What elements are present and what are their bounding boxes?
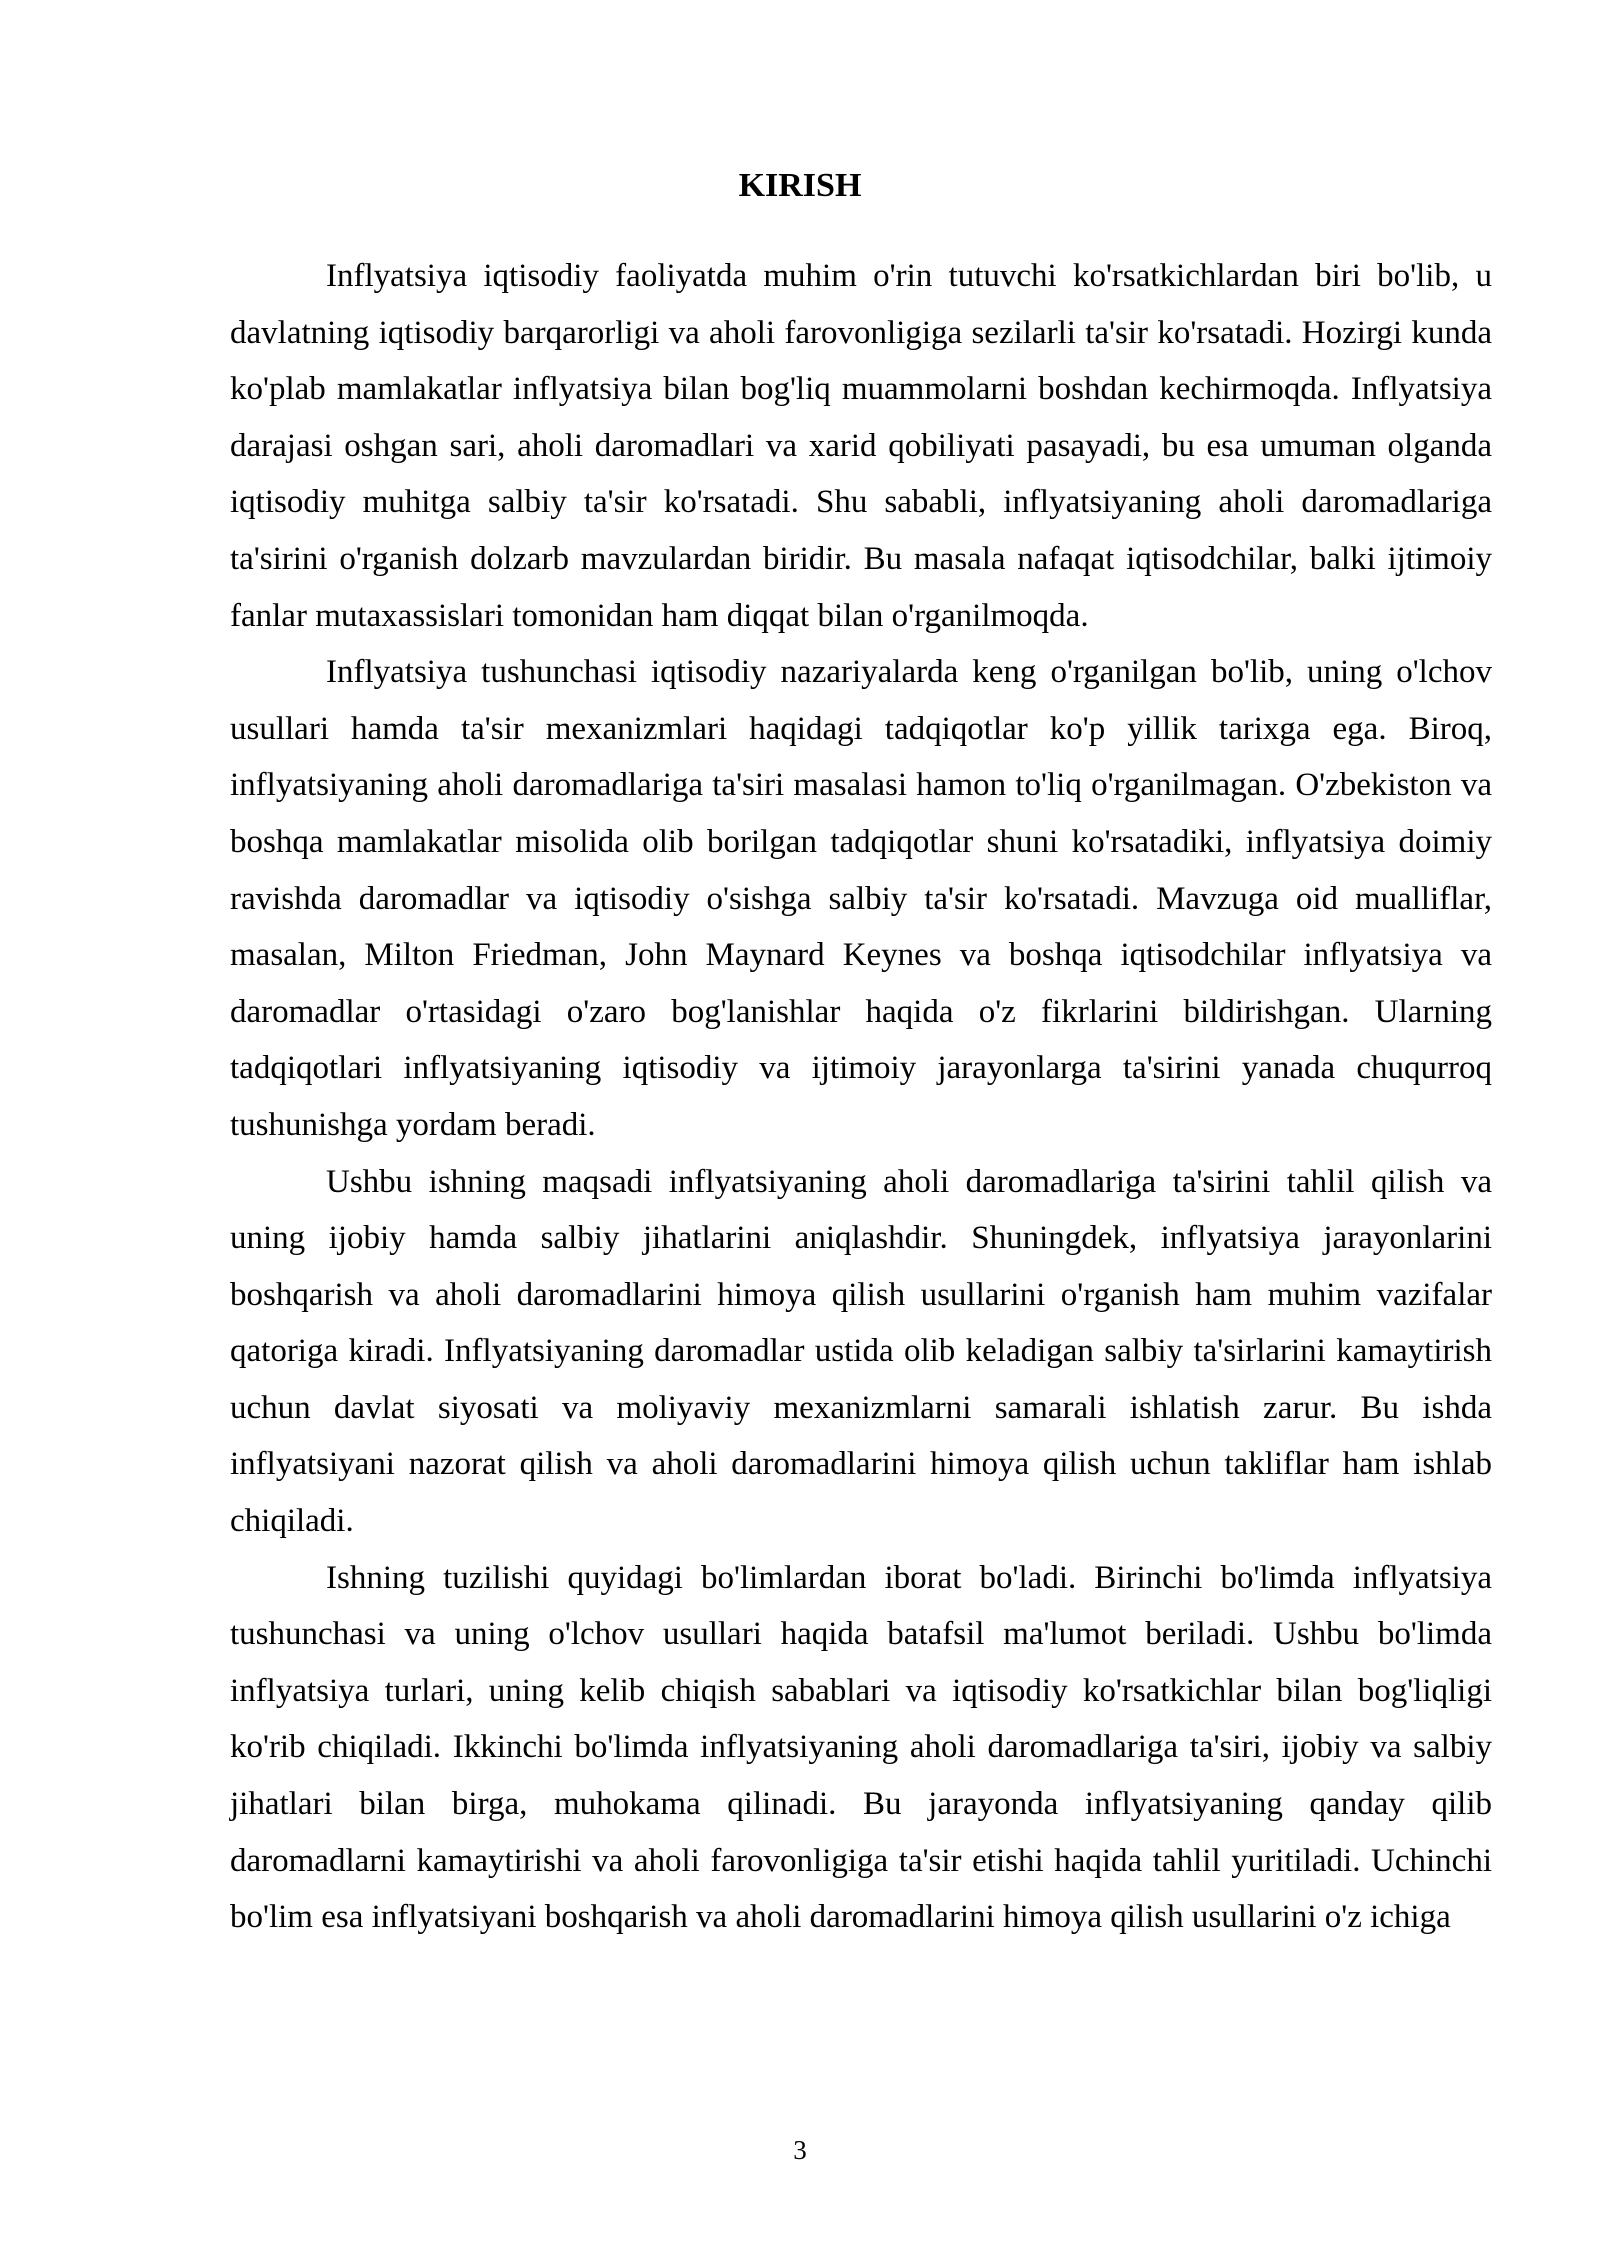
page-number: 3 [793,2135,807,2165]
paragraph-4: Ishning tuzilishi quyidagi bo'limlardan iborat bo'ladi. Birinchi bo'limda inflyatsiya tushunchasi va uning o'lchov usullari haqida batafsil ma'lumot beriladi. Ushbu bo'limda inflyatsiya turlari, uning kelib chiqish sabablari va iqtisodiy ko'rsatkichlar bilan bog'liqligi ko'rib chiqiladi. Ikkinchi bo'limda inflyatsiyaning aholi daromadlariga ta'siri, ijobiy va salbiy jihatlari bilan birga, muhokama qilinadi. Bu jarayonda inflyatsiyaning qanday qilib daromadlarni kamaytirishi va aholi farovonligiga ta'sir etishi haqida tahlil yuritiladi. Uchinchi bo'lim esa inflyatsiyani boshqarish va aholi daromadlarini himoya qilish usullarini o'z ichiga [230,1559,1492,1936]
paragraph-2: Inflyatsiya tushunchasi iqtisodiy nazariyalarda keng o'rganilgan bo'lib, uning o'lchov usullari hamda ta'sir mexanizmlari haqidagi tadqiqotlar ko'p yillik tarixga ega. Biroq, inflyatsiyaning aholi daromadlariga ta'siri masalasi hamon to'liq o'rganilmagan. O'zbekiston va boshqa mamlakatlar misolida olib borilgan tadqiqotlar shuni ko'rsatadiki, inflyatsiya doimiy ravishda daromadlar va iqtisodiy o'sishga salbiy ta'sir ko'rsatadi. Mavzuga oid mualliflar, masalan, Milton Friedman, John Maynard Keynes va boshqa iqtisodchilar inflyatsiya va daromadlar o'rtasidagi o'zaro bog'lanishlar haqida o'z fikrlarini bildirishgan. Ularning tadqiqotlari inflyatsiyaning iqtisodiy va ijtimoiy jarayonlarga ta'sirini yanada chuqurroq tushunishga yordam beradi. [230,654,1492,1143]
paragraph-1: Inflyatsiya iqtisodiy faoliyatda muhim o'rin tutuvchi ko'rsatkichlardan biri bo'lib, u davlatning iqtisodiy barqarorligi va aholi farovonligiga sezilarli ta'sir ko'rsatadi. Hozirgi kunda ko'plab mamlakatlar inflyatsiya bilan bog'liq muammolarni boshdan kechirmoqda. Inflyatsiya darajasi oshgan sari, aholi daromadlari va xarid qobiliyati pasayadi, bu esa umuman olganda iqtisodiy muhitga salbiy ta'sir ko'rsatadi. Shu sababli, inflyatsiyaning aholi daromadlariga ta'sirini o'rganish dolzarb mavzulardan biridir. Bu masala nafaqat iqtisodchilar, balki ijtimoiy fanlar mutaxassislari tomonidan ham diqqat bilan o'rganilmoqda. [230,258,1492,634]
page-title: KIRISH [738,167,862,204]
paragraph-3: Ushbu ishning maqsadi inflyatsiyaning aholi daromadlariga ta'sirini tahlil qilish va uning ijobiy hamda salbiy jihatlarini aniqlashdir. Shuningdek, inflyatsiya jarayonlarini boshqarish va aholi daromadlarini himoya qilish usullarini o'rganish ham muhim vazifalar qatoriga kiradi. Inflyatsiyaning daromadlar ustida olib keladigan salbiy ta'sirlarini kamaytirish uchun davlat siyosati va moliyaviy mexanizmlarni samarali ishlatish zarur. Bu ishda inflyatsiyani nazorat qilish va aholi daromadlarini himoya qilish uchun takliflar ham ishlab chiqiladi. [230,1163,1492,1540]
body-text [230,248,1492,1946]
